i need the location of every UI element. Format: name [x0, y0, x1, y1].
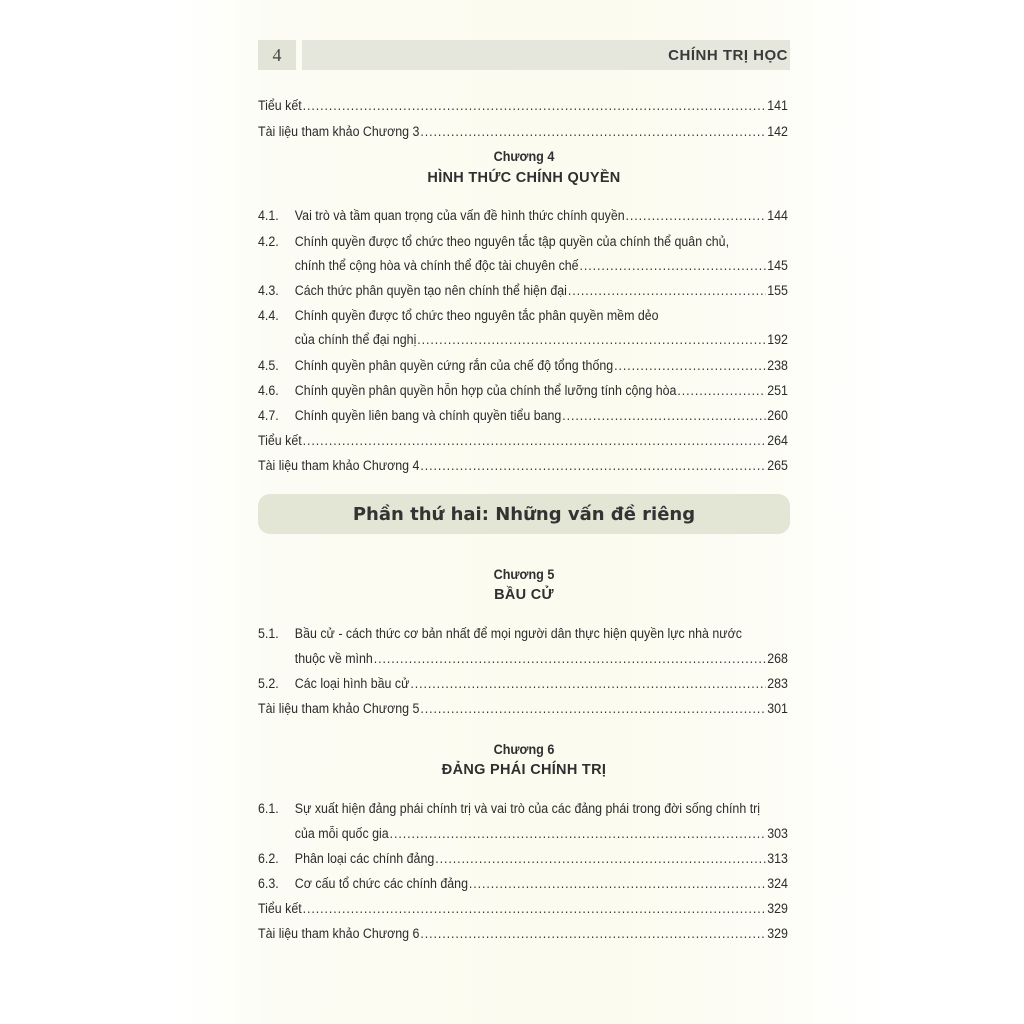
leader-dots: [580, 256, 767, 276]
toc-entry: [258, 431, 788, 451]
toc-entry: [258, 122, 788, 142]
leader-dots: [374, 649, 767, 669]
toc-entry: [258, 456, 788, 476]
page-number: 4: [258, 40, 296, 70]
toc-entry-label: Phân loại các chính đảng: [294, 851, 435, 866]
toc-entry-page: 324: [767, 876, 788, 891]
chapter-title: HÌNH THỨC CHÍNH QUYỀN: [427, 170, 621, 186]
toc-entry-number: 4.2.: [258, 234, 279, 249]
toc-entry-page: 260: [767, 408, 788, 423]
toc-entry: [258, 96, 788, 116]
toc-entry-label: Vai trò và tầm quan trọng của vấn đề hình thức chính quyền: [294, 208, 625, 223]
leader-dots: [390, 824, 767, 844]
book-title: CHÍNH TRỊ HỌC: [302, 40, 790, 70]
toc-entry-label: Chính quyền phân quyền cứng rắn của chế độ tổng thống: [294, 358, 614, 373]
toc-entry-4-7: [258, 406, 788, 426]
leader-dots: [614, 356, 766, 376]
toc-entry-4-3: [258, 281, 788, 301]
toc-entry-4-6: [258, 381, 788, 401]
toc-entry-label: Tiểu kết: [258, 901, 302, 916]
toc-entry-number: 4.3.: [258, 283, 279, 298]
toc-entry-label: Tiểu kết: [258, 433, 302, 448]
toc-entry-page: 141: [767, 98, 788, 113]
toc-entry-page: 265: [767, 458, 788, 473]
toc-entry: [258, 899, 788, 919]
running-head: [258, 40, 790, 70]
toc-entry-page: 142: [767, 124, 788, 139]
leader-dots: [410, 674, 766, 694]
leader-dots: [303, 96, 767, 116]
chapter-number: Chương 5: [493, 566, 555, 582]
toc-entry-page: 251: [767, 383, 788, 398]
toc-entry-page: 303: [767, 826, 788, 841]
toc-entry-4-1: [258, 206, 788, 226]
toc-entry-page: 301: [767, 701, 788, 716]
toc-entry-page: 192: [767, 332, 788, 347]
toc-entry-page: 238: [767, 358, 788, 373]
toc-entry-number: 4.5.: [258, 358, 279, 373]
toc-entry-number: 4.4.: [258, 308, 279, 323]
toc-entry-page: 264: [767, 433, 788, 448]
toc-entry-label: Tiểu kết: [258, 98, 302, 113]
toc-entry-number: 4.6.: [258, 383, 279, 398]
toc-entry-label: Chính quyền được tổ chức theo nguyên tắc phân quyền mềm dẻo: [294, 308, 659, 323]
toc-entry-page: 145: [767, 258, 788, 273]
toc-entry-label: Tài liệu tham khảo Chương 3: [258, 124, 420, 139]
leader-dots: [303, 899, 767, 919]
toc-entry-label: Tài liệu tham khảo Chương 4: [258, 458, 420, 473]
toc-entry-4-4-line1: [258, 306, 659, 326]
toc-entry-5-1: [258, 649, 788, 669]
toc-entry-6-1: [258, 824, 788, 844]
leader-dots: [420, 924, 766, 944]
toc-entry-page: 329: [767, 901, 788, 916]
toc-entry: [258, 699, 788, 719]
toc-entry-number: 6.2.: [258, 851, 279, 866]
chapter-6-heading: [258, 741, 790, 778]
toc-entry-label: của mỗi quốc gia: [294, 826, 389, 841]
toc-entry-label: Cơ cấu tổ chức các chính đảng: [294, 876, 468, 891]
toc-entry-number: 5.2.: [258, 676, 279, 691]
chapter-title: BẦU CỬ: [494, 587, 554, 603]
toc-entry-label: Chính quyền phân quyền hỗn hợp của chính thể lưỡng tính cộng hòa: [294, 383, 677, 398]
toc-entry-label: Các loại hình bầu cử: [294, 676, 410, 691]
toc-entry-label: Sự xuất hiện đảng phái chính trị và vai trò của các đảng phái trong đời sống chính trị: [294, 801, 761, 816]
toc-entry-label: chính thể cộng hòa và chính thể độc tài chuyên chế: [294, 258, 579, 273]
toc-entry-number: 4.7.: [258, 408, 279, 423]
chapter-title: ĐẢNG PHÁI CHÍNH TRỊ: [441, 762, 607, 778]
toc-entry-page: 155: [767, 283, 788, 298]
toc-entry-5-1-line1: [258, 624, 742, 644]
toc-entry-4-2-line1: [258, 232, 729, 252]
leader-dots: [469, 874, 766, 894]
toc-entry-label: Chính quyền liên bang và chính quyền tiểu bang: [294, 408, 562, 423]
toc-entry-6-2: [258, 849, 788, 869]
toc-entry-page: 144: [767, 208, 788, 223]
leader-dots: [420, 699, 766, 719]
chapter-5-heading: [258, 566, 790, 603]
toc-entry-4-4: [258, 330, 788, 350]
toc-entry-6-1-line1: [258, 799, 760, 819]
toc-entry-page: 313: [767, 851, 788, 866]
chapter-4-heading: [258, 148, 790, 186]
toc-entry-page: 329: [767, 926, 788, 941]
leader-dots: [420, 456, 766, 476]
toc-entry-6-3: [258, 874, 788, 894]
toc-entry-label: Cách thức phân quyền tạo nên chính thể hiện đại: [294, 283, 567, 298]
leader-dots: [568, 281, 766, 301]
toc-entry-label: Tài liệu tham khảo Chương 6: [258, 926, 420, 941]
leader-dots: [677, 381, 766, 401]
toc-entry-number: 5.1.: [258, 626, 279, 641]
toc-entry-number: 4.1.: [258, 208, 279, 223]
toc-entry-label: thuộc về mình: [294, 651, 373, 666]
toc-entry-number: 6.1.: [258, 801, 279, 816]
toc-entry-5-2: [258, 674, 788, 694]
toc-entry-4-5: [258, 356, 788, 376]
leader-dots: [417, 330, 766, 350]
toc-entry-number: 6.3.: [258, 876, 279, 891]
leader-dots: [562, 406, 766, 426]
toc-entry: [258, 924, 788, 944]
part-two-banner: Phần thứ hai: Những vấn đề riêng: [258, 494, 790, 534]
chapter-number: Chương 6: [493, 741, 555, 757]
chapter-number: Chương 4: [493, 148, 555, 164]
leader-dots: [626, 206, 767, 226]
toc-entry-4-2: [258, 256, 788, 276]
leader-dots: [303, 431, 767, 451]
toc-entry-label: Bầu cử - cách thức cơ bản nhất để mọi người dân thực hiện quyền lực nhà nước: [294, 626, 742, 641]
toc-entry-label: Tài liệu tham khảo Chương 5: [258, 701, 420, 716]
toc-entry-label: Chính quyền được tổ chức theo nguyên tắc tập quyền của chính thể quân chủ,: [294, 234, 730, 249]
leader-dots: [420, 122, 766, 142]
toc-entry-page: 268: [767, 651, 788, 666]
toc-entry-label: của chính thể đại nghị: [294, 332, 417, 347]
leader-dots: [435, 849, 766, 869]
toc-entry-page: 283: [767, 676, 788, 691]
